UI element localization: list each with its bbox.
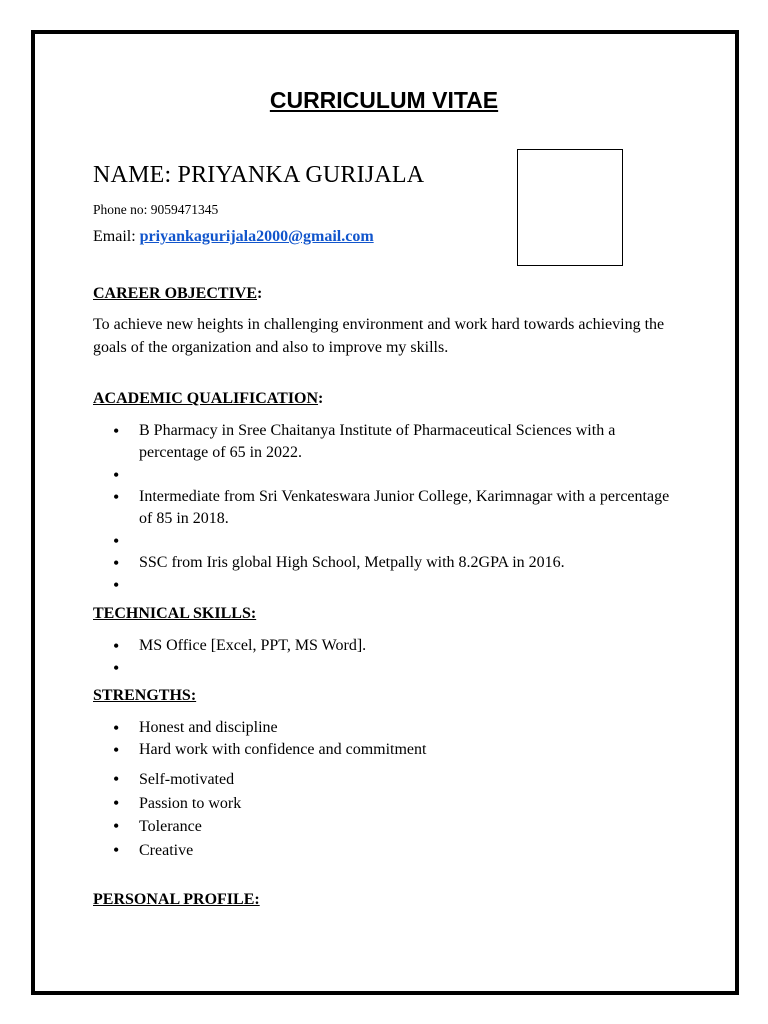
strengths-heading <box>93 687 196 705</box>
list-item: • Honest and discipline <box>113 717 673 739</box>
email-link[interactable]: priyankagurijala2000@gmail.com <box>139 228 374 245</box>
list-item: • Self-motivated <box>113 768 673 792</box>
list-item: • SSC from Iris global High School, Metpally with 8.2GPA in 2016. <box>113 552 673 574</box>
list-item: • Intermediate from Sri Venkateswara Junior College, Karimnagar with a percentage of 85 in 2018. <box>113 486 673 530</box>
technical-skills-list <box>113 635 673 679</box>
heading-colon: : <box>257 285 263 302</box>
list-item: • B Pharmacy in Sree Chaitanya Institute of Pharmaceutical Sciences with a percentage of 65 in 2022. <box>113 420 673 464</box>
personal-profile-title: PERSONAL PROFILE: <box>93 891 260 908</box>
list-item <box>113 657 673 679</box>
career-objective-title: CAREER OBJECTIVE <box>93 285 258 302</box>
list-item <box>113 530 673 552</box>
strengths-title: STRENGTHS: <box>93 687 197 704</box>
email-label: Email: <box>93 228 140 245</box>
academic-list <box>113 420 673 596</box>
strengths-list <box>113 717 673 862</box>
list-item: • MS Office [Excel, PPT, MS Word]. <box>113 635 673 657</box>
list-item: • Passion to work <box>113 792 673 816</box>
list-item: • Creative <box>113 839 673 863</box>
career-objective-text: To achieve new heights in challenging environment and work hard towards achieving the goals of the organization and also to improve my skills. <box>93 316 665 356</box>
document-title: CURRICULUM VITAE <box>269 87 499 113</box>
list-item <box>113 464 673 486</box>
personal-profile-heading <box>93 891 260 909</box>
list-item: • Tolerance <box>113 815 673 839</box>
academic-heading <box>93 390 323 408</box>
photo-placeholder <box>517 149 623 266</box>
career-objective-heading <box>93 285 262 303</box>
academic-title: ACADEMIC QUALIFICATION <box>93 390 319 407</box>
technical-skills-heading <box>93 605 256 623</box>
email-line <box>93 228 374 246</box>
technical-skills-title: TECHNICAL SKILLS: <box>93 605 257 622</box>
list-item <box>113 574 673 596</box>
list-item: • Hard work with confidence and commitment <box>113 739 673 761</box>
candidate-name: NAME: PRIYANKA GURIJALA <box>93 162 425 188</box>
phone-number: Phone no: 9059471345 <box>93 202 219 217</box>
heading-colon: : <box>318 390 324 407</box>
